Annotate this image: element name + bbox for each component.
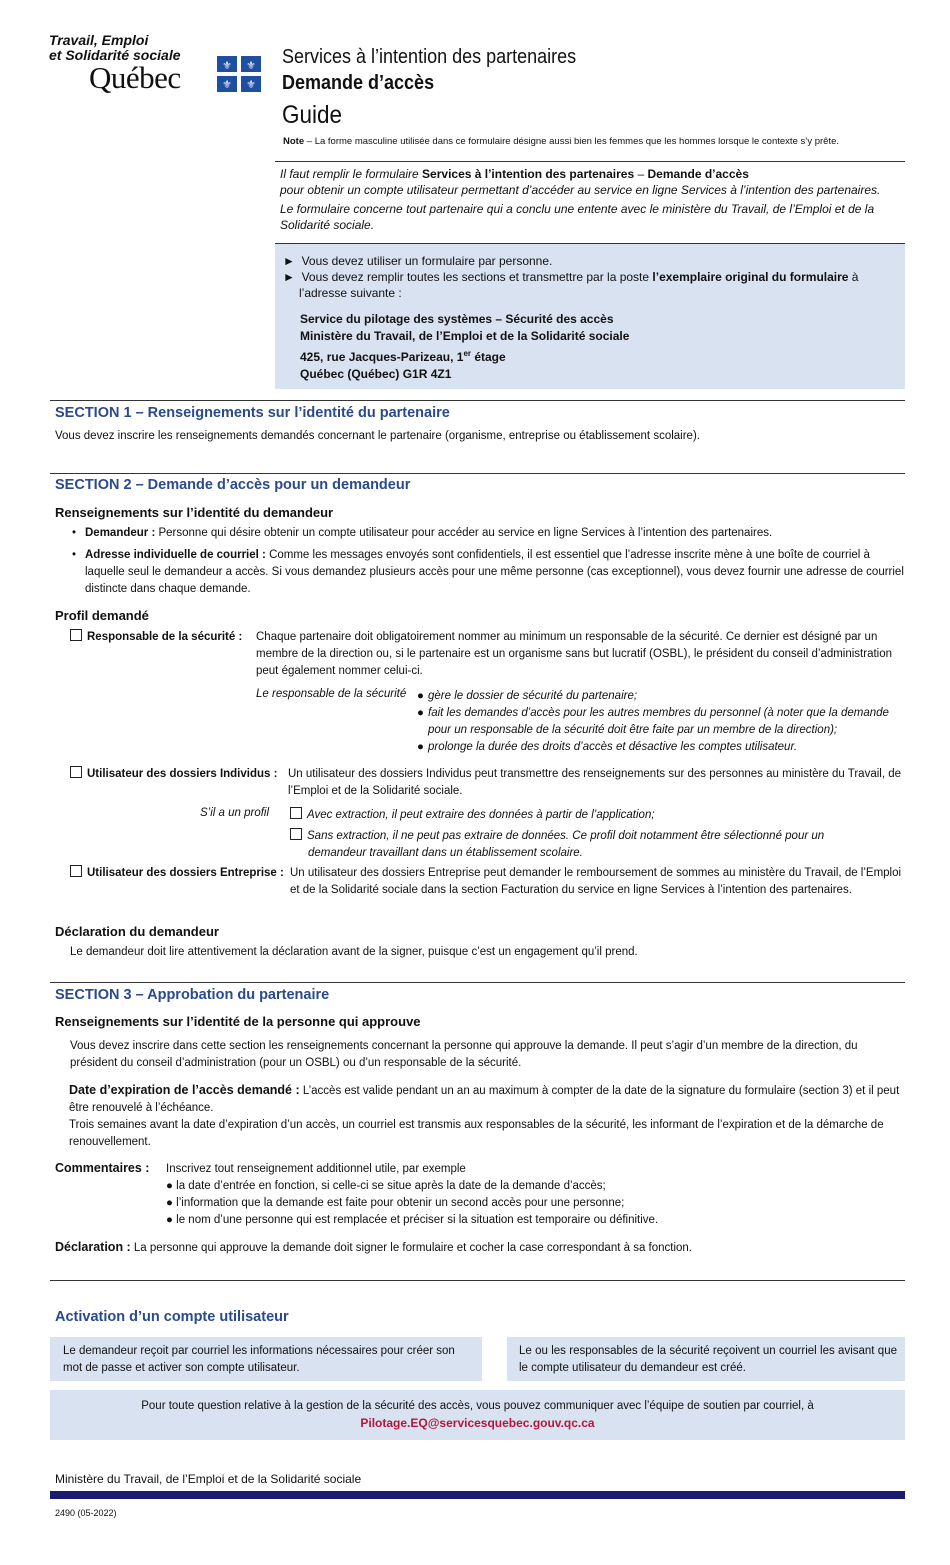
individus-lead: S’il a un profil bbox=[200, 807, 270, 819]
comments-body: Inscrivez tout renseignement additionnel utile, par exemple ● la date d’entrée en fonction, si celle-ci se situe après la date de la demande d’accès; ● l’information que la demande est faite pour obtenir un second accès pour une personne; ● le nom d’une personne qui est remplacée et préciser si la situation est temporaire ou définitive. bbox=[166, 1163, 659, 1226]
individus-text: Un utilisateur des dossiers Individus peut transmettre des renseignements sur des personnes au ministère du Travail, de l’Emploi et de la Solidarité sociale. bbox=[288, 768, 902, 797]
footer-bar bbox=[50, 1491, 905, 1499]
section2-sub1: Renseignements sur l’identité du demandeur bbox=[55, 505, 334, 520]
instructions-box: ► Vous devez utiliser un formulaire par personne. ► Vous devez remplir toutes les sections et transmettre par la poste l’exemplaire original du formulaire à l’adresse suivante : Service du pilotage des systèmes – Sécurité des accès Ministère du Travail, de l’Emploi et de la Solidarité sociale 425, rue Jacques-Parizeau, 1er étage Québec (Québec) G1R 4Z1 bbox=[275, 244, 905, 389]
checkbox[interactable] bbox=[70, 865, 82, 877]
divider bbox=[50, 982, 905, 983]
section1-text: Vous devez inscrire les renseignements demandés concernant le partenaire (organisme, entreprise ou établissement scolaire). bbox=[55, 430, 700, 442]
individus-options: Avec extraction, il peut extraire des données à partir de l’application; Sans extraction, il ne peut pas extraire de données. Ce profil doit notamment être sélectionné pour un demandeur travaillant dans un établissement scolaire. bbox=[290, 807, 860, 862]
checkbox[interactable] bbox=[290, 807, 302, 819]
ministry-name-line2: et Solidarité sociale bbox=[49, 47, 181, 63]
section1-title: SECTION 1 – Renseignements sur l’identité du partenaire bbox=[55, 405, 450, 421]
service-title: Services à l’intention des partenaires bbox=[282, 46, 577, 68]
divider bbox=[50, 400, 905, 401]
divider bbox=[275, 161, 905, 162]
quebec-wordmark: Québec bbox=[89, 60, 181, 95]
quebec-flag-icon bbox=[217, 56, 261, 92]
note-label: Note bbox=[283, 136, 305, 147]
mailing-address: Service du pilotage des systèmes – Sécurité des accès Ministère du Travail, de l’Emploi et de la Solidarité sociale 425, rue Jacques-Parizeau, 1er étage Québec (Québec) G1R 4Z1 bbox=[300, 312, 630, 381]
section3-title: SECTION 3 – Approbation du partenaire bbox=[55, 987, 330, 1003]
profile-responsable: Responsable de la sécurité : bbox=[70, 629, 242, 646]
form-code: 2490 (05-2022) bbox=[55, 1508, 117, 1518]
footer-ministry: Ministère du Travail, de l’Emploi et de la Solidarité sociale bbox=[55, 1472, 362, 1486]
ministry-logo bbox=[49, 33, 264, 103]
svg-text:⚜: ⚜ bbox=[246, 78, 256, 91]
divider bbox=[50, 1280, 905, 1281]
responsable-lead: Le responsable de la sécurité bbox=[256, 688, 407, 700]
arrow-icon: ► bbox=[283, 270, 295, 284]
svg-text:⚜: ⚜ bbox=[246, 59, 256, 72]
svg-text:⚜: ⚜ bbox=[222, 59, 232, 72]
bullet-demandeur: • Demandeur : Personne qui désire obtenir un compte utilisateur pour accéder au service en ligne Services à l’intention des partenaires. bbox=[85, 525, 905, 542]
contact-box: Pour toute question relative à la gestion de la sécurité des accès, vous pouvez communiquer avec l’équipe de soutien par courriel, à Pilotage.EQ@servicesquebec.gouv.qc.ca bbox=[50, 1390, 905, 1440]
checkbox[interactable] bbox=[70, 629, 82, 641]
activation-box-demandeur: Le demandeur reçoit par courriel les informations nécessaires pour créer son mot de passe et activer son compte utilisateur. bbox=[50, 1337, 482, 1381]
checkbox[interactable] bbox=[70, 766, 82, 778]
bullet-adresse: • Adresse individuelle de courriel : Comme les messages envoyés sont confidentiels, il est essentiel que l’adresse inscrite mène à une boîte de courriel à laquelle seul le demandeur a accès. Si vous demandez plusieurs accès pour une même personne (cas exceptionnel), vous devez fournir une adresse de courriel distincte dans chaque demande. bbox=[85, 547, 905, 598]
responsable-bullets: ● gère le dossier de sécurité du partenaire; ● fait les demandes d’accès pour les autres membres du personnel (à noter que la demande pour un responsable de la sécurité doit être faite par un membre de la direction); ● prolonge la durée des droits d’accès et désactive les comptes utilisateur. bbox=[417, 690, 889, 753]
section2-sub3: Déclaration du demandeur bbox=[55, 924, 219, 939]
intro: Il faut remplir le formulaire Services à l’intention des partenaires – Demande d’accès pour obtenir un compte utilisateur permettant d’accéder au service en ligne Services à l’intention des partenaires. Le formulaire concerne tout partenaire qui a conclu une entente avec le ministère du Travail, de l’Emploi et de la Solidarité sociale. bbox=[280, 167, 881, 232]
form-title: Demande d’accès bbox=[282, 72, 435, 94]
declaration-approbation: Déclaration : La personne qui approuve la demande doit signer le formulaire et cocher la case correspondant à sa fonction. bbox=[55, 1240, 693, 1254]
section2-sub2: Profil demandé bbox=[55, 608, 149, 623]
responsable-text: Chaque partenaire doit obligatoirement nommer au minimum un responsable de la sécurité. Ce dernier est désigné par un membre de la direction ou, si le partenaire est un organisme sans but lucratif (OSBL), le président du conseil d’administration peut également nommer celui-ci. bbox=[256, 631, 893, 677]
section3-p1: Vous devez inscrire dans cette section les renseignements concernant la personne qui approuve la demande. Il peut s’agir d’un membre de la direction, du président du conseil d’administration (pour un OSBL) ou d’un responsable de la sécurité. bbox=[70, 1040, 858, 1069]
note-text: La forme masculine utilisée dans ce formulaire désigne aussi bien les femmes que les hommes lorsque le contexte s’y prête. bbox=[314, 136, 840, 147]
entreprise-text: Un utilisateur des dossiers Entreprise peut demander le remboursement de sommes au ministère du Travail, de l’Emploi et de la Solidarité sociale dans la section Facturation du service en ligne Services à l’intention des partenaires. bbox=[290, 867, 902, 896]
activation-box-responsable: Le ou les responsables de la sécurité reçoivent un courriel les avisant que le compte utilisateur du demandeur est créé. bbox=[507, 1337, 905, 1381]
svg-text:⚜: ⚜ bbox=[222, 78, 232, 91]
section2-title: SECTION 2 – Demande d’accès pour un demandeur bbox=[55, 477, 411, 493]
divider bbox=[50, 473, 905, 474]
ministry-name-line1: Travail, Emploi bbox=[49, 32, 149, 48]
checkbox[interactable] bbox=[290, 828, 302, 840]
gender-note: Note – La forme masculine utilisée dans ce formulaire désigne aussi bien les femmes que les hommes lorsque le contexte s’y prête. bbox=[283, 136, 840, 147]
expiration-text: Date d’expiration de l’accès demandé : L’accès est valide pendant un an au maximum à compter de la date de la signature du formulaire (section 3) et il peut être renouvelé à l’échéance. Trois semaines avant la date d’expiration d’un accès, un courriel est transmis aux responsables de la sécurité, les informant de l’expiration et de la démarche de renouvellement. bbox=[69, 1083, 900, 1148]
profile-individus: Utilisateur des dossiers Individus : bbox=[70, 766, 277, 783]
activation-title: Activation d’un compte utilisateur bbox=[55, 1309, 289, 1325]
section3-sub1: Renseignements sur l’identité de la personne qui approuve bbox=[55, 1014, 421, 1029]
doc-type: Guide bbox=[282, 101, 343, 129]
declaration-demandeur: Le demandeur doit lire attentivement la déclaration avant de la signer, puisque c’est un engagement qu’il prend. bbox=[70, 946, 638, 958]
comments-label: Commentaires : bbox=[55, 1161, 150, 1175]
arrow-icon: ► bbox=[283, 254, 295, 268]
support-email-link[interactable]: Pilotage.EQ@servicesquebec.gouv.qc.ca bbox=[360, 1416, 595, 1430]
profile-entreprise: Utilisateur des dossiers Entreprise : bbox=[70, 865, 284, 882]
